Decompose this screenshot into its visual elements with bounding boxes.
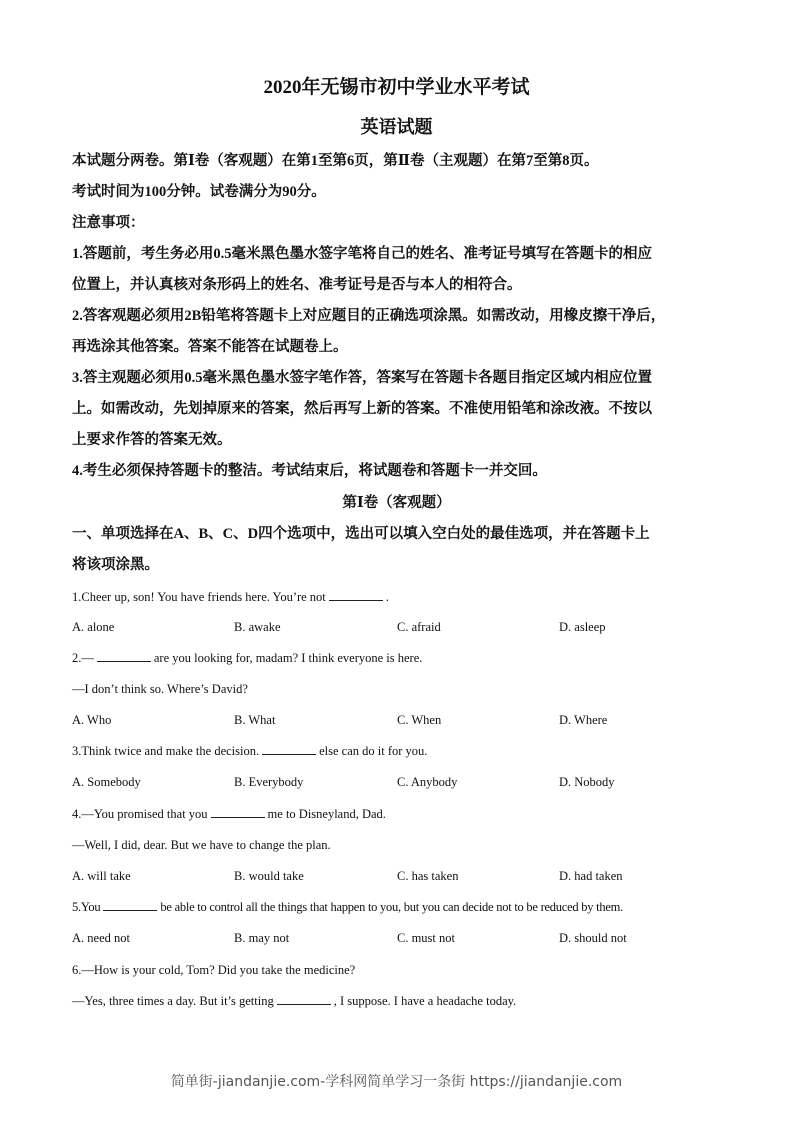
- option-c: C. afraid: [397, 620, 441, 634]
- question-3-options: [72, 775, 752, 793]
- question-2-reply: —I don’t think so. Where’s David?: [72, 682, 248, 696]
- note-line: 4.考生必须保持答题卡的整洁。考试结束后，将试题卷和答题卡一并交回。: [72, 463, 547, 479]
- question-4-reply: —Well, I did, dear. But we have to change the plan.: [72, 838, 331, 852]
- question-4-stem: 4.—You promised that you me to Disneyland, Dad.: [72, 807, 386, 821]
- answer-blank: [103, 900, 157, 911]
- exam-subtitle: 英语试题: [360, 117, 433, 137]
- option-d: D. Where: [559, 713, 608, 727]
- note-line: 上要求作答的答案无效。: [72, 432, 232, 448]
- answer-blank: [262, 744, 316, 755]
- question-1-stem: 1.Cheer up, son! You have friends here. You’re not .: [72, 590, 389, 604]
- question-5-stem: 5.You be able to control all the things that happen to you, but you can decide not to be reduced by them.: [72, 900, 624, 914]
- option-b: B. awake: [234, 620, 281, 634]
- intro-line-1: 本试题分两卷。第Ⅰ卷（客观题）在第1至第6页，第Ⅱ卷（主观题）在第7至第8页。: [72, 153, 599, 169]
- part-instruction-line-1: 一、单项选择在A、B、C、D四个选项中，选出可以填入空白处的最佳选项，并在答题卡上: [72, 526, 650, 542]
- option-c: C. Anybody: [397, 775, 458, 789]
- intro-line-2: 考试时间为100分钟。试卷满分为90分。: [72, 184, 326, 200]
- answer-blank: [329, 590, 383, 601]
- answer-blank: [211, 807, 265, 818]
- question-2-stem: 2.— are you looking for, madam? I think everyone is here.: [72, 651, 423, 665]
- option-a: A. alone: [72, 620, 115, 634]
- question-1-options: [72, 620, 752, 638]
- option-b: B. may not: [234, 931, 290, 945]
- question-2-options: [72, 713, 752, 731]
- exam-title: 2020年无锡市初中学业水平考试: [263, 77, 530, 98]
- watermark-footer: 简单街-jiandanjie.com-学科网简单学习一条街 https://jiandanjie.com: [170, 1074, 623, 1090]
- note-line: 1.答题前，考生务必用0.5毫米黑色墨水签字笔将自己的姓名、准考证号填写在答题卡的相应: [72, 246, 652, 262]
- option-b: B. Everybody: [234, 775, 304, 789]
- answer-blank: [277, 994, 331, 1005]
- option-d: D. should not: [559, 931, 627, 945]
- option-b: B. What: [234, 713, 276, 727]
- answer-blank: [97, 651, 151, 662]
- option-c: C. has taken: [397, 869, 459, 883]
- part-instruction-line-2: 将该项涂黑。: [72, 557, 159, 573]
- note-line: 再选涂其他答案。答案不能答在试题卷上。: [72, 339, 348, 355]
- option-c: C. must not: [397, 931, 455, 945]
- note-line: 位置上，并认真核对条形码上的姓名、准考证号是否与本人的相符合。: [72, 277, 522, 293]
- question-6-reply: —Yes, three times a day. But it’s getting , I suppose. I have a headache today.: [72, 994, 517, 1008]
- option-d: D. had taken: [559, 869, 623, 883]
- notes-heading: 注意事项：: [72, 215, 145, 231]
- option-d: D. Nobody: [559, 775, 615, 789]
- question-4-options: [72, 869, 752, 887]
- option-c: C. When: [397, 713, 442, 727]
- question-6-stem: 6.—How is your cold, Tom? Did you take the medicine?: [72, 963, 356, 977]
- note-line: 上。如需改动，先划掉原来的答案，然后再写上新的答案。不准使用铅笔和涂改液。不按以: [72, 401, 652, 417]
- option-a: A. will take: [72, 869, 131, 883]
- section-heading: 第Ⅰ卷（客观题）: [342, 495, 451, 511]
- option-a: A. Somebody: [72, 775, 141, 789]
- question-3-stem: 3.Think twice and make the decision. else can do it for you.: [72, 744, 428, 758]
- note-line: 2.答客观题必须用2B铅笔将答题卡上对应题目的正确选项涂黑。如需改动，用橡皮擦干净后，: [72, 308, 666, 324]
- option-a: A. need not: [72, 931, 130, 945]
- option-d: D. asleep: [559, 620, 606, 634]
- option-a: A. Who: [72, 713, 112, 727]
- option-b: B. would take: [234, 869, 304, 883]
- note-line: 3.答主观题必须用0.5毫米黑色墨水签字笔作答，答案写在答题卡各题目指定区域内相应位置: [72, 370, 652, 386]
- question-5-options: [72, 931, 752, 949]
